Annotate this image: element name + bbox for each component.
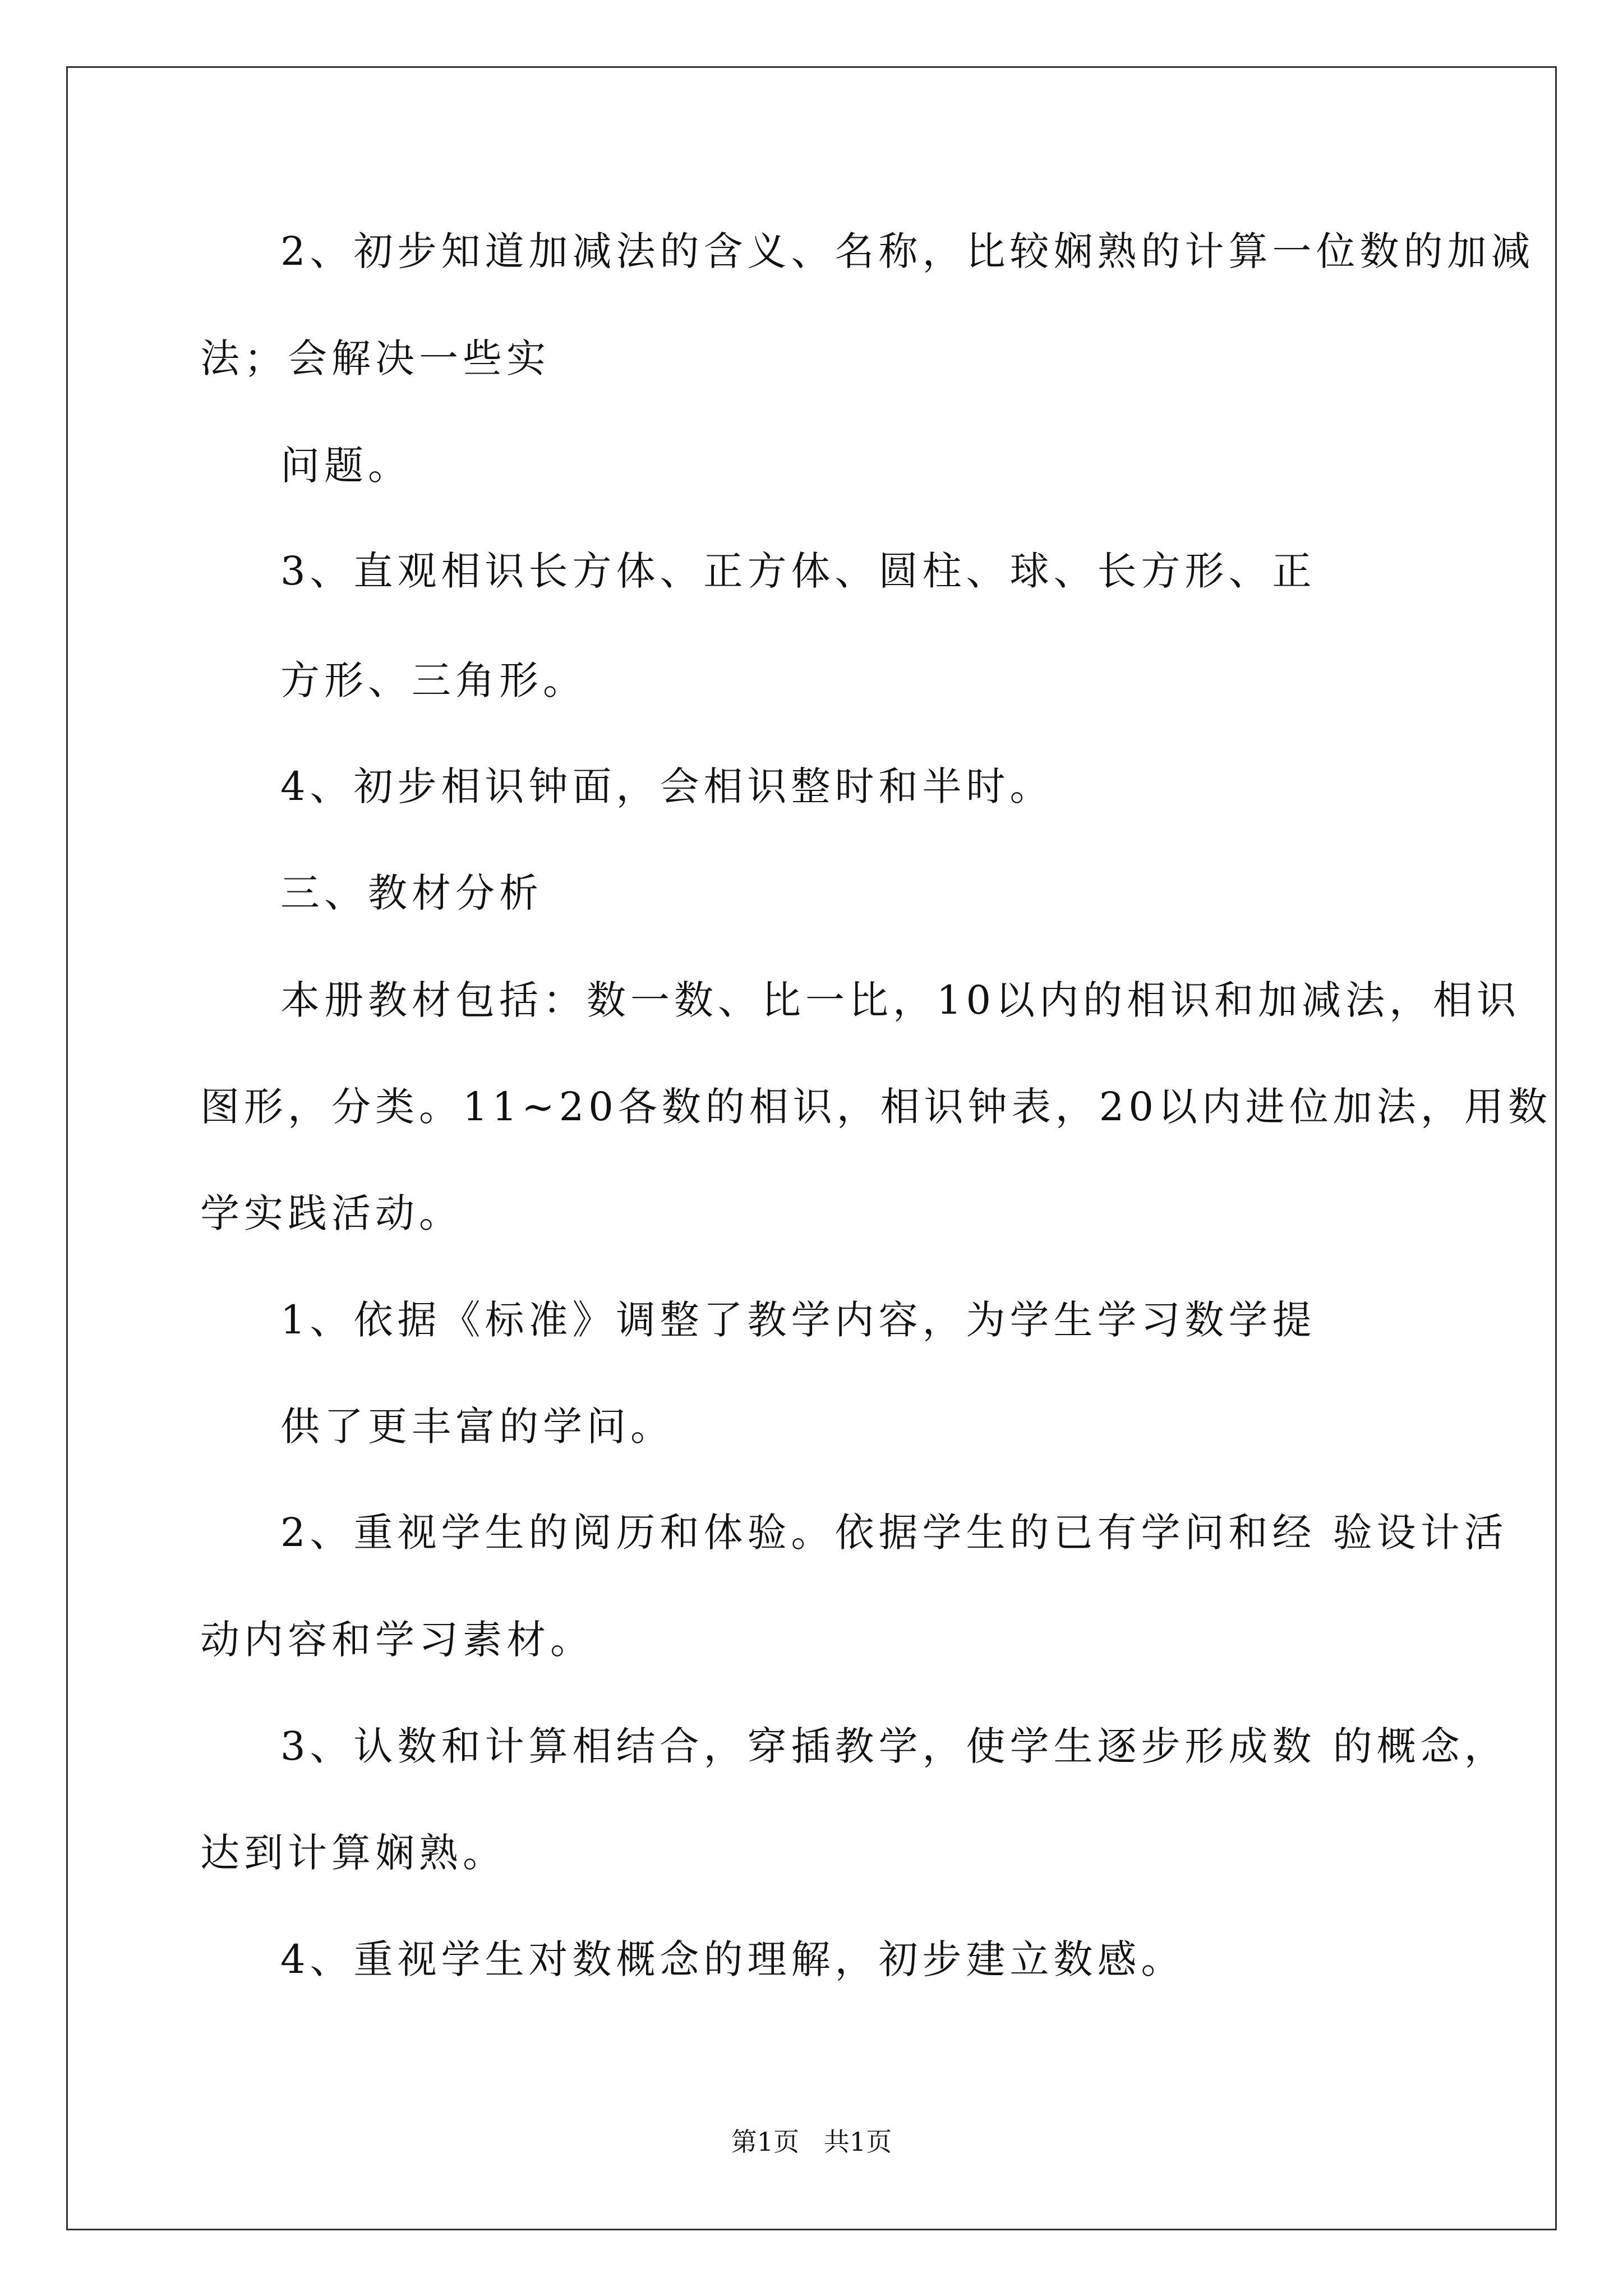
text-line-3: 问题。 [280,443,412,489]
text-line-17: 4、重视学生对数概念的理解，初步建立数感。 [280,1936,1185,1982]
text-line-4: 3、直观相识长方体、正方体、圆柱、球、长方形、正 [280,548,1316,594]
text-line-15: 3、认数和计算相结合，穿插教学，使学生逐步形成数 的概念， [280,1723,1508,1769]
text-line-1: 2、初步知道加减法的含义、名称，比较娴熟的计算一位数的加减 [280,228,1535,274]
text-line-2: 法；会解决一些实 [200,335,550,381]
text-line-12: 供了更丰富的学问。 [280,1404,674,1450]
text-line-13: 2、重视学生的阅历和体验。依据学生的已有学问和经 验设计活 [280,1510,1508,1556]
text-line-14: 动内容和学习素材。 [200,1617,594,1663]
text-line-6: 4、初步相识钟面，会相识整时和半时。 [280,763,1054,809]
text-line-10: 学实践活动。 [200,1190,463,1236]
text-line-5: 方形、三角形。 [280,657,587,703]
section-heading: 三、教材分析 [280,870,543,916]
text-line-9: 图形，分类。11~20各数的相识，相识钟表，20以内进位加法，用数 [200,1084,1552,1130]
text-line-16: 达到计算娴熟。 [200,1830,506,1876]
page-border [66,66,1557,2230]
text-line-11: 1、依据《标准》调整了教学内容，为学生学习数学提 [280,1297,1316,1343]
page-footer: 第1页 共1页 [731,2127,892,2157]
text-line-8: 本册教材包括：数一数、比一比，10以内的相识和加减法，相识 [280,977,1521,1023]
